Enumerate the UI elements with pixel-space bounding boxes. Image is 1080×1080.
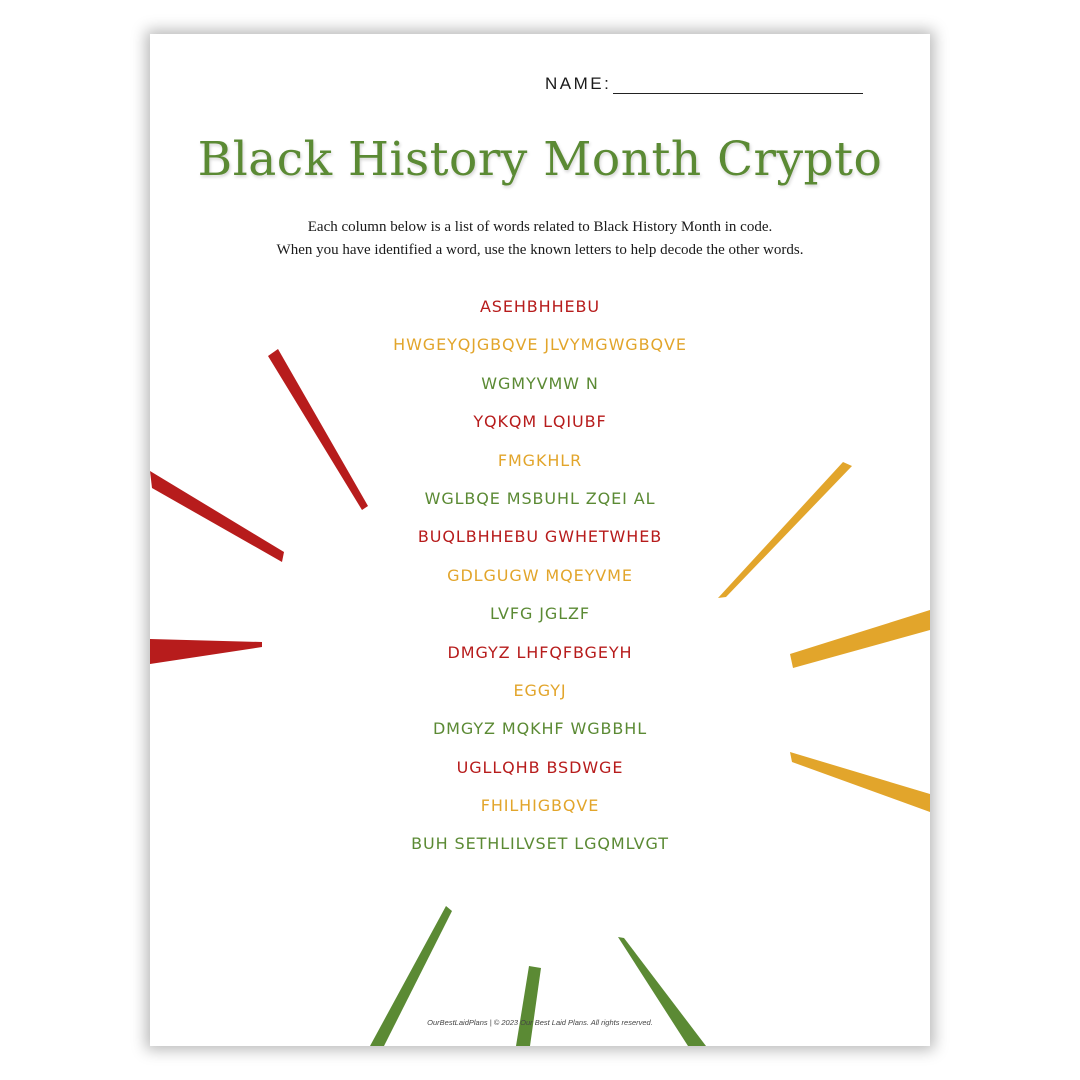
puzzle-word: GDLGUGW MQEYVME bbox=[447, 565, 633, 585]
puzzle-word: FMGKHLR bbox=[497, 450, 583, 470]
name-label: NAME: bbox=[545, 74, 612, 93]
instructions-line-1: Each column below is a list of words related to Black History Month in code. bbox=[307, 219, 773, 235]
name-writing-line bbox=[613, 93, 863, 94]
name-field bbox=[545, 74, 865, 98]
worksheet-page bbox=[150, 34, 930, 1046]
brush-stroke bbox=[618, 937, 706, 1046]
puzzle-word: WGLBQE MSBUHL ZQEI AL bbox=[424, 488, 656, 508]
puzzle-word: BUQLBHHEBU GWHETWHEB bbox=[417, 527, 663, 547]
instructions-line-2: When you have identified a word, use the known letters to help decode the other words. bbox=[276, 242, 804, 258]
brush-stroke bbox=[516, 966, 541, 1046]
puzzle-word: DMGYZ LHFQFBGEYH bbox=[447, 642, 633, 662]
puzzle-word: LVFG JGLZF bbox=[490, 604, 590, 624]
puzzle-word: BUH SETHLILVSET LGQMLVGT bbox=[411, 834, 669, 854]
copyright-footer: OurBestLaidPlans | © 2023 Our Best Laid Plans. All rights reserved. bbox=[427, 1018, 653, 1027]
puzzle-word: ASEHBHHEBU bbox=[479, 297, 601, 316]
puzzle-word: FHILHIGBQVE bbox=[480, 796, 600, 816]
instructions bbox=[150, 216, 930, 262]
puzzle-word: DMGYZ MQKHF WGBBHL bbox=[432, 719, 648, 739]
puzzle-word: UGLLQHB BSDWGE bbox=[456, 757, 624, 777]
puzzle-word: EGGYJ bbox=[513, 680, 567, 700]
page-title: Black History Month Crypto bbox=[197, 132, 883, 187]
puzzle-word: HWGEYQJGBQVE JLVYMGWGBQVE bbox=[393, 335, 687, 355]
puzzle-word: WGMYVMW N bbox=[481, 373, 599, 393]
puzzle-word: YQKQM LQIUBF bbox=[473, 412, 607, 432]
puzzle-word-list bbox=[150, 292, 930, 868]
